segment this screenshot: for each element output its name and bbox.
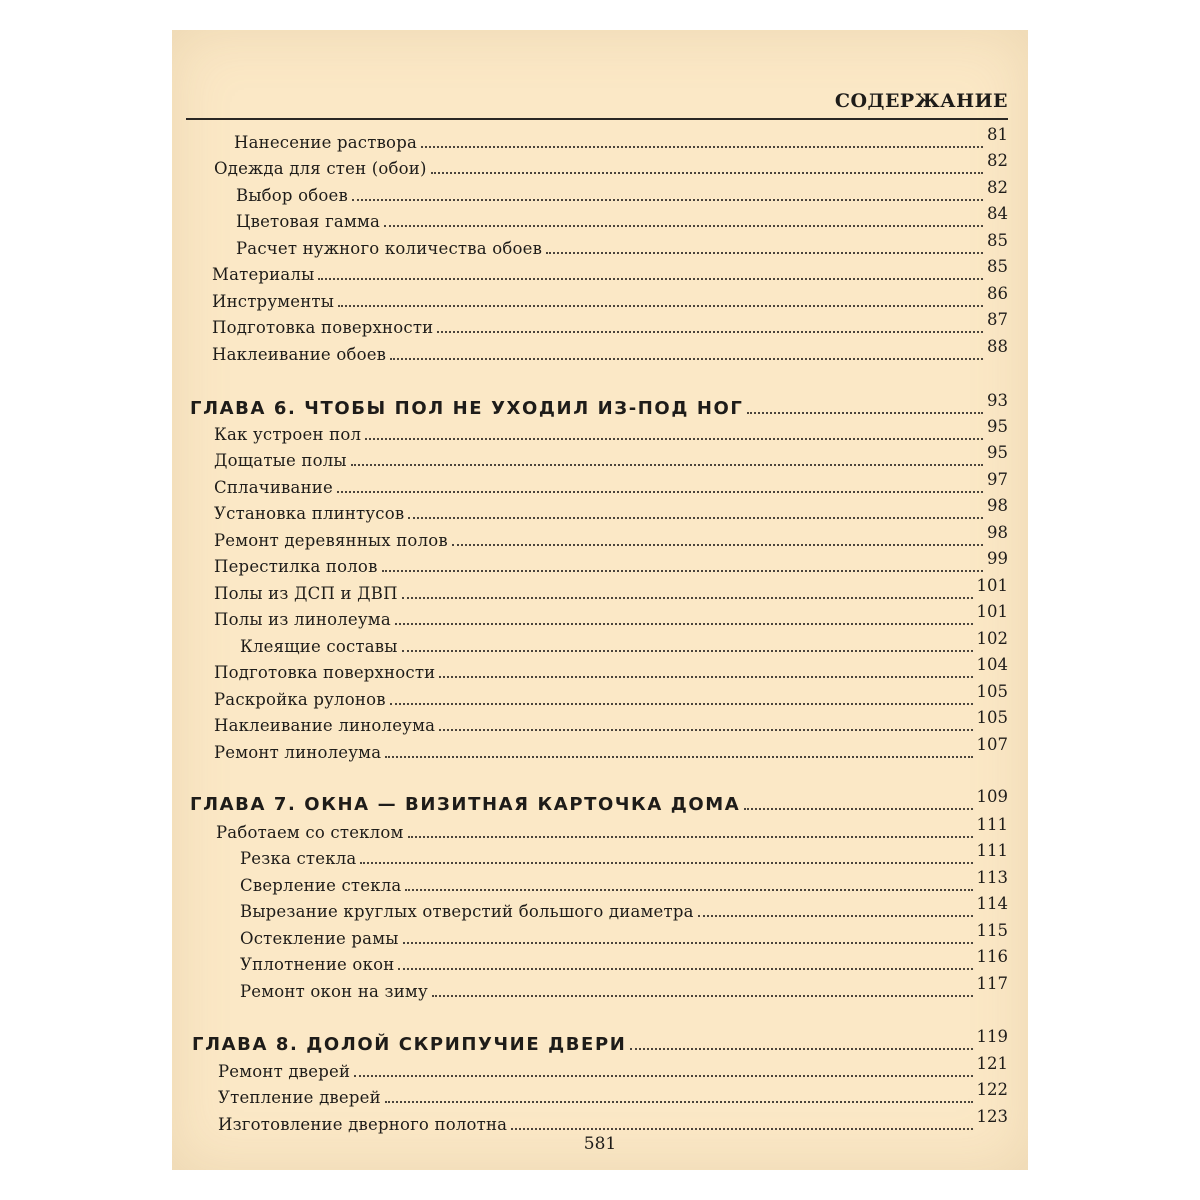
dot-leader <box>511 1128 972 1130</box>
dot-leader <box>354 1075 972 1077</box>
dot-leader <box>402 650 973 652</box>
entry-page: 97 <box>987 470 1008 489</box>
toc-entry <box>212 337 1008 366</box>
entry-title: Полы из линолеума <box>214 610 391 629</box>
entry-title: Выбор обоев <box>236 186 348 205</box>
toc-entry <box>216 815 1008 844</box>
toc-chapter <box>192 1027 1008 1056</box>
toc-entry <box>214 708 1008 737</box>
dot-leader <box>439 676 972 678</box>
entry-title: Подготовка поверхности <box>214 663 436 682</box>
entry-title: Ремонт линолеума <box>214 743 382 762</box>
toc-entry <box>214 602 1008 631</box>
entry-page: 115 <box>976 921 1008 940</box>
toc-entry <box>214 523 1008 552</box>
entry-page: 123 <box>976 1107 1008 1126</box>
running-header <box>186 60 1008 120</box>
entry-page: 84 <box>987 204 1008 223</box>
dot-leader <box>452 544 983 546</box>
entry-title: Ремонт дверей <box>218 1062 351 1081</box>
toc-entry <box>240 974 1008 1003</box>
entry-title: Уплотнение окон <box>240 955 395 974</box>
toc-entry <box>240 894 1008 923</box>
entry-page: 81 <box>987 125 1008 144</box>
chapter-title: ГЛАВА 6. ЧТОБЫ ПОЛ НЕ УХОДИЛ ИЗ-ПОД НОГ <box>190 398 744 419</box>
entry-title: Сверление стекла <box>240 876 402 895</box>
toc-entry <box>212 257 1008 286</box>
toc-entry <box>240 868 1008 897</box>
entry-page: 114 <box>976 894 1008 913</box>
toc-entry <box>214 682 1008 711</box>
toc-entry <box>240 947 1008 976</box>
entry-page: 86 <box>987 284 1008 303</box>
entry-page: 85 <box>987 257 1008 276</box>
entry-page: 101 <box>976 602 1008 621</box>
entry-page: 121 <box>976 1054 1008 1073</box>
entry-title: Дощатые полы <box>214 451 347 470</box>
dot-leader <box>395 623 973 625</box>
chapter-title: ГЛАВА 7. ОКНА — ВИЗИТНАЯ КАРТОЧКА ДОМА <box>190 794 741 815</box>
entry-page: 111 <box>976 815 1008 834</box>
dot-leader <box>398 968 972 970</box>
dot-leader <box>360 862 972 864</box>
entry-title: Ремонт деревянных полов <box>214 531 448 550</box>
entry-page: 95 <box>987 417 1008 436</box>
dot-leader <box>337 491 983 493</box>
entry-page: 122 <box>976 1080 1008 1099</box>
entry-page: 93 <box>987 391 1008 410</box>
entry-title: Ремонт окон на зиму <box>240 982 428 1001</box>
toc-entry <box>214 549 1008 578</box>
entry-title: Наклеивание обоев <box>212 345 387 364</box>
toc-entry <box>240 921 1008 950</box>
entry-page: 95 <box>987 443 1008 462</box>
toc-entry <box>236 231 1008 260</box>
entry-title: Раскройка рулонов <box>214 690 386 709</box>
book-page <box>172 30 1028 1170</box>
dot-leader <box>403 942 973 944</box>
dot-leader <box>408 836 973 838</box>
dot-leader <box>405 889 972 891</box>
entry-page: 82 <box>987 178 1008 197</box>
entry-page: 102 <box>976 629 1008 648</box>
dot-leader <box>747 412 983 414</box>
entry-title: Сплачивание <box>214 478 333 497</box>
entry-page: 109 <box>976 787 1008 806</box>
entry-page: 105 <box>976 682 1008 701</box>
entry-page: 117 <box>976 974 1008 993</box>
entry-title: Расчет нужного количества обоев <box>236 239 543 258</box>
toc-entry <box>212 284 1008 313</box>
entry-title: Одежда для стен (обои) <box>214 159 427 178</box>
entry-page: 105 <box>976 708 1008 727</box>
entry-page: 116 <box>976 947 1008 966</box>
entry-page: 113 <box>976 868 1008 887</box>
entry-title: Материалы <box>212 265 315 284</box>
entry-title: Изготовление дверного полотна <box>218 1115 508 1134</box>
entry-page: 88 <box>987 337 1008 356</box>
dot-leader <box>351 464 983 466</box>
toc-entry <box>240 841 1008 870</box>
entry-title: Наклеивание линолеума <box>214 716 436 735</box>
entry-title: Утепление дверей <box>218 1088 381 1107</box>
dot-leader <box>744 808 972 810</box>
toc-entry <box>214 655 1008 684</box>
entry-page: 82 <box>987 151 1008 170</box>
entry-page: 85 <box>987 231 1008 250</box>
toc-entry <box>214 576 1008 605</box>
dot-leader <box>698 915 973 917</box>
entry-page: 107 <box>976 735 1008 754</box>
dot-leader <box>421 146 983 148</box>
toc-entry <box>214 443 1008 472</box>
toc-entry <box>212 310 1008 339</box>
entry-page: 111 <box>976 841 1008 860</box>
entry-title: Вырезание круглых отверстий большого диаметра <box>240 902 694 921</box>
entry-page: 98 <box>987 523 1008 542</box>
dot-leader <box>385 756 972 758</box>
entry-title: Клеящие составы <box>240 637 398 656</box>
chapter-title: ГЛАВА 8. ДОЛОЙ СКРИПУЧИЕ ДВЕРИ <box>192 1034 627 1055</box>
dot-leader <box>437 331 983 333</box>
entry-title: Остекление рамы <box>240 929 399 948</box>
toc-chapter <box>190 391 1008 420</box>
dot-leader <box>382 570 983 572</box>
toc-entry <box>214 417 1008 446</box>
entry-page: 104 <box>976 655 1008 674</box>
dot-leader <box>432 995 973 997</box>
entry-title: Резка стекла <box>240 849 357 868</box>
entry-page: 99 <box>987 549 1008 568</box>
dot-leader <box>431 172 983 174</box>
dot-leader <box>390 358 983 360</box>
dot-leader <box>338 305 983 307</box>
dot-leader <box>546 252 983 254</box>
entry-title: Перестилка полов <box>214 557 378 576</box>
toc-chapter <box>190 787 1008 816</box>
dot-leader <box>352 199 983 201</box>
entry-page: 98 <box>987 496 1008 515</box>
entry-title: Подготовка поверхности <box>212 318 434 337</box>
entry-title: Работаем со стеклом <box>216 823 404 842</box>
toc-entry <box>218 1107 1008 1136</box>
dot-leader <box>408 517 983 519</box>
entry-title: Как устроен пол <box>214 425 362 444</box>
toc-entry <box>214 496 1008 525</box>
page-number: 581 <box>583 1134 617 1154</box>
toc-entry <box>240 629 1008 658</box>
entry-title: Полы из ДСП и ДВП <box>214 584 398 603</box>
toc-entry <box>214 151 1008 180</box>
dot-leader <box>402 597 973 599</box>
entry-title: Нанесение раствора <box>234 133 417 152</box>
toc-entry <box>236 204 1008 233</box>
dot-leader <box>365 438 983 440</box>
dot-leader <box>390 703 973 705</box>
toc-entry <box>218 1054 1008 1083</box>
entry-page: 101 <box>976 576 1008 595</box>
toc-entry <box>214 735 1008 764</box>
entry-title: Инструменты <box>212 292 335 311</box>
entry-title: Установка плинтусов <box>214 504 405 523</box>
toc-entry <box>214 470 1008 499</box>
dot-leader <box>630 1048 972 1050</box>
toc-entry <box>218 1080 1008 1109</box>
toc-entry <box>236 178 1008 207</box>
dot-leader <box>318 278 983 280</box>
toc-entry <box>234 125 1008 154</box>
entry-page: 87 <box>987 310 1008 329</box>
dot-leader <box>439 729 972 731</box>
entry-title: Цветовая гамма <box>236 212 381 231</box>
dot-leader <box>385 1101 973 1103</box>
header-title: СОДЕРЖАНИЕ <box>834 90 1008 112</box>
dot-leader <box>384 225 983 227</box>
entry-page: 119 <box>976 1027 1008 1046</box>
